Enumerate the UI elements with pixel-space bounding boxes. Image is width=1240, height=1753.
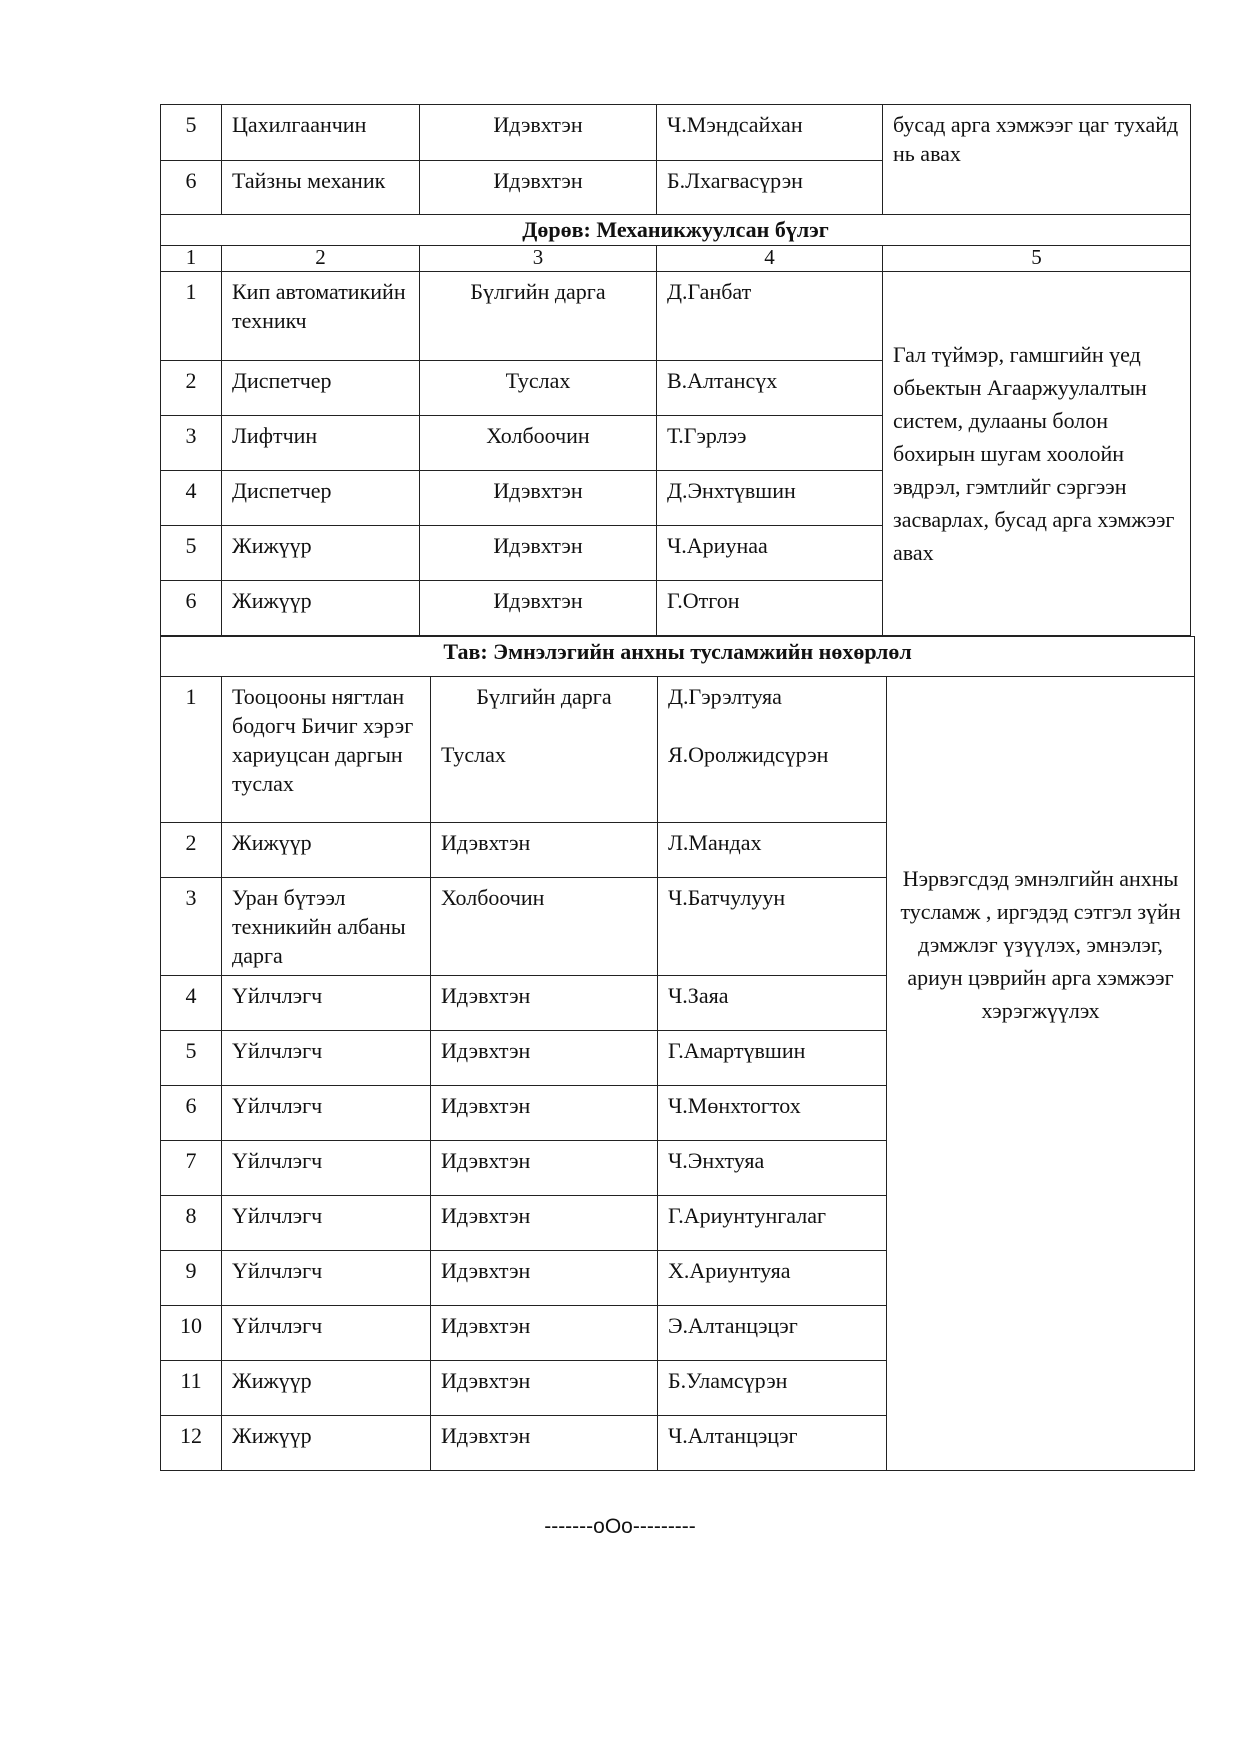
row-number: 12 — [161, 1416, 222, 1471]
name-cell: Ч.Ариунаа — [657, 526, 883, 581]
name-cell: Ч.Заяа — [658, 976, 887, 1031]
row-number: 6 — [161, 161, 222, 215]
position-cell: Тооцооны нягтлан бодогч Бичиг хэрэг хариуцсан даргын туслах — [222, 677, 431, 823]
table-row — [161, 677, 1195, 823]
mechanized-group-table — [160, 104, 1191, 636]
position-cell: Диспетчер — [222, 361, 420, 416]
duty-description-text: Нэрвэгсдэд эмнэлгийн анхны тусламж , иргэдэд сэтгэл зүйн дэмжлэг үзүүлэх, эмнэлэг, ариун цэврийн арга хэмжээг хэрэгжүүлэх — [900, 866, 1181, 1023]
role-leader: Бүлгийн дарга — [476, 684, 612, 709]
name-cell: Л.Мандах — [658, 823, 887, 878]
role-cell: Идэвхтэн — [431, 1306, 658, 1361]
table-row — [161, 105, 1191, 161]
row-number: 3 — [161, 416, 222, 471]
row-number: 2 — [161, 823, 222, 878]
position-cell: Жижүүр — [222, 1416, 431, 1471]
position-cell: Үйлчлэгч — [222, 1196, 431, 1251]
position-cell: Үйлчлэгч — [222, 1141, 431, 1196]
duty-description: бусад арга хэмжээг цаг тухайд нь авах — [883, 105, 1191, 215]
name-cell: Б.Уламсүрэн — [658, 1361, 887, 1416]
section-title: Тав: Эмнэлэгийн анхны тусламжийн нөхөрлөл — [161, 637, 1195, 677]
name-cell: Э.Алтанцэцэг — [658, 1306, 887, 1361]
position-cell: Лифтчин — [222, 416, 420, 471]
position-cell: Жижүүр — [222, 526, 420, 581]
row-number: 2 — [161, 361, 222, 416]
name-cell — [658, 677, 887, 823]
role-cell: Идэвхтэн — [431, 1196, 658, 1251]
role-cell: Идэвхтэн — [420, 526, 657, 581]
position-cell: Уран бүтээл техникийн албаны дарга — [222, 878, 431, 976]
name-cell: Ч.Алтанцэцэг — [658, 1416, 887, 1471]
row-number: 8 — [161, 1196, 222, 1251]
name-cell: Г.Ариунтунгалаг — [658, 1196, 887, 1251]
row-number: 4 — [161, 471, 222, 526]
name-cell: Х.Ариунтуяа — [658, 1251, 887, 1306]
role-cell: Идэвхтэн — [431, 823, 658, 878]
role-cell: Холбоочин — [431, 878, 658, 976]
role-cell: Идэвхтэн — [431, 1361, 658, 1416]
row-number: 4 — [161, 976, 222, 1031]
row-number: 6 — [161, 581, 222, 636]
role-cell: Идэвхтэн — [420, 105, 657, 161]
role-cell: Бүлгийн дарга — [420, 272, 657, 361]
position-cell: Үйлчлэгч — [222, 1251, 431, 1306]
name-cell: Ч.Мөнхтогтох — [658, 1086, 887, 1141]
first-aid-team-table — [160, 636, 1195, 1471]
role-cell: Идэвхтэн — [431, 1141, 658, 1196]
name-cell: Д.Энхтүвшин — [657, 471, 883, 526]
role-cell: Идэвхтэн — [431, 1251, 658, 1306]
role-cell: Идэвхтэн — [431, 976, 658, 1031]
role-cell — [431, 677, 658, 823]
position-cell: Үйлчлэгч — [222, 1086, 431, 1141]
position-cell: Цахилгаанчин — [222, 105, 420, 161]
name-cell: Ч.Мэндсайхан — [657, 105, 883, 161]
column-number: 3 — [420, 246, 657, 272]
name-cell: В.Алтансүх — [657, 361, 883, 416]
row-number: 3 — [161, 878, 222, 976]
row-number: 9 — [161, 1251, 222, 1306]
role-cell: Идэвхтэн — [420, 161, 657, 215]
name-cell: Г.Отгон — [657, 581, 883, 636]
role-cell: Идэвхтэн — [431, 1416, 658, 1471]
position-cell: Жижүүр — [222, 823, 431, 878]
role-cell: Идэвхтэн — [420, 471, 657, 526]
role-cell: Идэвхтэн — [431, 1031, 658, 1086]
position-cell: Үйлчлэгч — [222, 1031, 431, 1086]
position-cell: Диспетчер — [222, 471, 420, 526]
name-cell: Г.Амартүвшин — [658, 1031, 887, 1086]
role-cell: Холбоочин — [420, 416, 657, 471]
row-number: 1 — [161, 272, 222, 361]
row-number: 10 — [161, 1306, 222, 1361]
duty-description — [887, 677, 1195, 1471]
position-cell: Тайзны механик — [222, 161, 420, 215]
section-header — [161, 215, 1191, 246]
position-cell: Жижүүр — [222, 1361, 431, 1416]
row-number: 6 — [161, 1086, 222, 1141]
role-assistant: Туслах — [441, 742, 506, 767]
section-title: Дөрөв: Механикжуулсан бүлэг — [161, 215, 1191, 246]
position-cell: Үйлчлэгч — [222, 1306, 431, 1361]
column-number-row — [161, 246, 1191, 272]
position-cell: Үйлчлэгч — [222, 976, 431, 1031]
name-cell: Т.Гэрлээ — [657, 416, 883, 471]
name-leader: Д.Гэрэлтуяа — [668, 684, 782, 709]
column-number: 2 — [222, 246, 420, 272]
position-cell: Кип автоматикийн техникч — [222, 272, 420, 361]
column-number: 4 — [657, 246, 883, 272]
column-number: 1 — [161, 246, 222, 272]
role-cell: Идэвхтэн — [431, 1086, 658, 1141]
role-cell: Идэвхтэн — [420, 581, 657, 636]
row-number: 1 — [161, 677, 222, 823]
row-number: 5 — [161, 105, 222, 161]
name-cell: Ч.Батчулуун — [658, 878, 887, 976]
end-of-document-mark: -------oOo--------- — [544, 1515, 696, 1538]
section-header — [161, 637, 1195, 677]
column-number: 5 — [883, 246, 1191, 272]
table-row — [161, 272, 1191, 361]
name-assistant: Я.Оролжидсүрэн — [668, 742, 829, 767]
row-number: 5 — [161, 1031, 222, 1086]
row-number: 11 — [161, 1361, 222, 1416]
name-cell: Д.Ганбат — [657, 272, 883, 361]
role-cell: Туслах — [420, 361, 657, 416]
name-cell: Б.Лхагвасүрэн — [657, 161, 883, 215]
name-cell: Ч.Энхтуяа — [658, 1141, 887, 1196]
row-number: 5 — [161, 526, 222, 581]
position-cell: Жижүүр — [222, 581, 420, 636]
duty-description: Гал түймэр, гамшгийн үед обьектын Агааржуулалтын систем, дулааны болон бохирын шугам хоолойн эвдрэл, гэмтлийг сэргээн засварлах, бусад арга хэмжээг авах — [883, 272, 1191, 636]
row-number: 7 — [161, 1141, 222, 1196]
